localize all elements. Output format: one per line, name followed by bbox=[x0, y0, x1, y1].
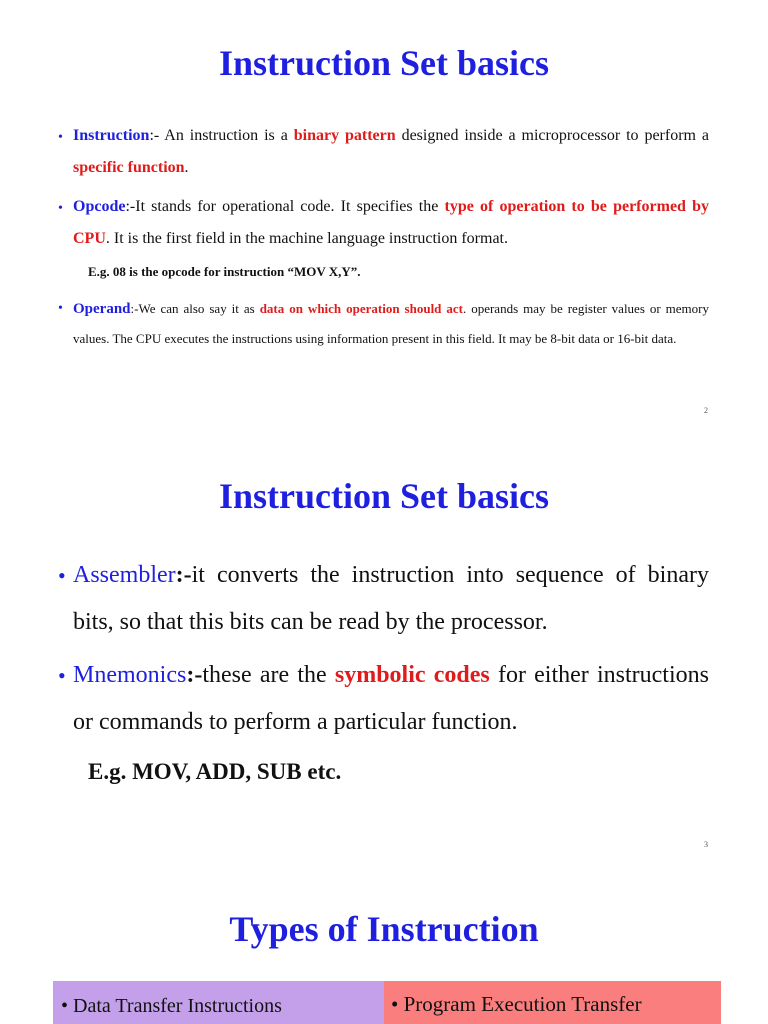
opcode-example: E.g. 08 is the opcode for instruction “MOV X,Y”. bbox=[88, 264, 361, 279]
text: these are the bbox=[202, 662, 335, 688]
instruction-definition bbox=[73, 120, 709, 184]
operand-definition bbox=[73, 294, 709, 353]
text: for either instructions or commands to perform a particular function. bbox=[73, 662, 709, 735]
assembler-definition bbox=[73, 552, 709, 646]
box-left-label: Data Transfer Instructions bbox=[73, 995, 282, 1017]
slide-title: Instruction Set basics bbox=[218, 476, 550, 516]
text: . It is the first field in the machine language instruction format. bbox=[105, 230, 508, 247]
text: We can also say it as bbox=[138, 301, 260, 316]
separator: :- bbox=[149, 127, 160, 144]
term-operand: Operand bbox=[73, 301, 131, 317]
separator: :- bbox=[175, 562, 192, 588]
bullet-icon: • bbox=[391, 992, 399, 1016]
highlight-data-operation: data on which operation should act bbox=[259, 301, 463, 316]
bullet-icon: • bbox=[58, 301, 63, 316]
mnemonics-example: E.g. MOV, ADD, SUB etc. bbox=[88, 759, 342, 784]
separator: :- bbox=[125, 198, 136, 215]
mnemonics-definition bbox=[73, 652, 709, 746]
bullet-icon: • bbox=[58, 201, 63, 216]
text: An instruction is a bbox=[159, 127, 294, 144]
page-number: 3 bbox=[704, 840, 708, 849]
highlight-binary-pattern: binary pattern bbox=[293, 127, 396, 144]
highlight-specific-function: specific function bbox=[73, 159, 185, 176]
box-label bbox=[391, 992, 642, 1017]
separator: :- bbox=[186, 662, 203, 688]
text: It stands for operational code. It specifies the bbox=[135, 198, 445, 215]
highlight-operation-type: type of operation to be performed by CPU bbox=[73, 198, 710, 247]
slide-title: Instruction Set basics bbox=[218, 43, 550, 83]
slide-title: Types of Instruction bbox=[229, 909, 539, 949]
term-mnemonics: Mnemonics bbox=[73, 662, 187, 688]
text: . bbox=[184, 159, 189, 176]
box-label bbox=[61, 995, 282, 1018]
highlight-symbolic-codes: symbolic codes bbox=[334, 662, 490, 688]
opcode-definition bbox=[73, 191, 709, 255]
separator: :- bbox=[130, 301, 139, 316]
page-number: 2 bbox=[704, 406, 708, 415]
term-assembler: Assembler bbox=[73, 562, 176, 588]
text: designed inside a microprocessor to perform a bbox=[395, 127, 710, 144]
bullet-icon: • bbox=[58, 563, 66, 588]
box-right-label: Program Execution Transfer bbox=[403, 992, 642, 1016]
bullet-icon: • bbox=[58, 130, 63, 145]
term-instruction: Instruction bbox=[73, 127, 150, 144]
term-opcode: Opcode bbox=[73, 198, 126, 215]
bullet-icon: • bbox=[58, 663, 66, 688]
text: . operands may be register values or memory values. The CPU executes the instructions using information present in this field. It may be 8-bit data or 16-bit data. bbox=[73, 301, 709, 346]
program-execution-box bbox=[384, 981, 721, 1024]
text: it converts the instruction into sequence of binary bits, so that this bits can be read by the processor. bbox=[73, 562, 709, 635]
bullet-icon: • bbox=[61, 995, 69, 1017]
data-transfer-box bbox=[53, 981, 384, 1024]
